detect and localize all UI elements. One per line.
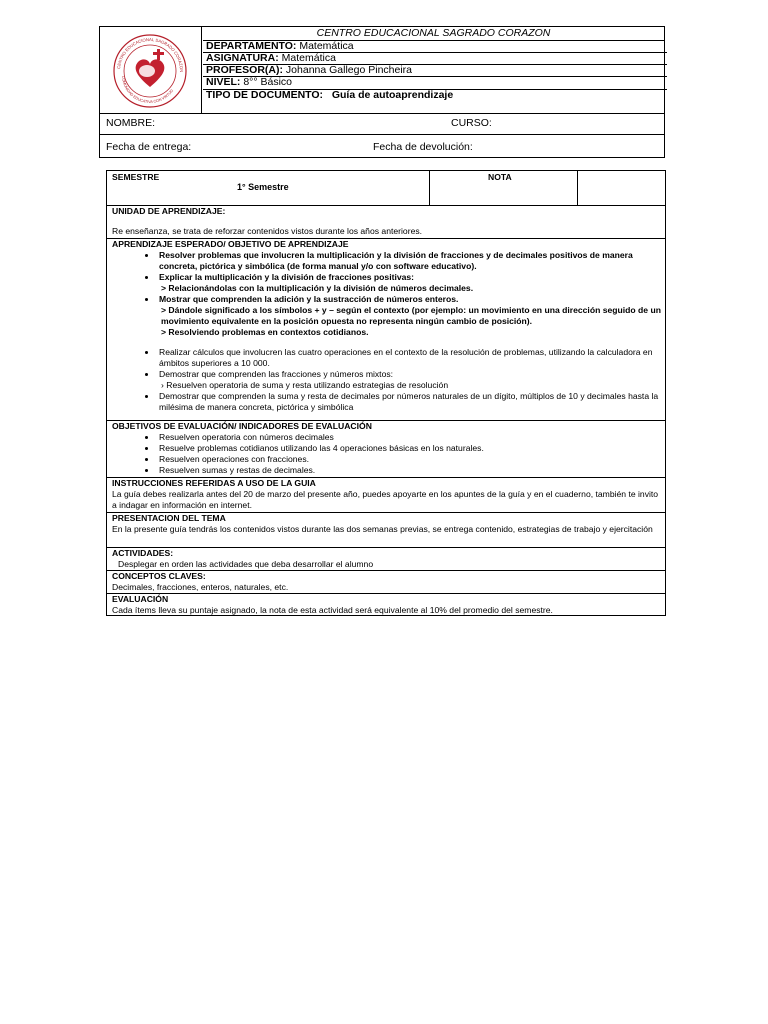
evaluacion-section (107, 593, 665, 617)
profesor-value: Johanna Gallego Pincheira (285, 64, 413, 76)
list-item: • Resuelve problemas cotidianos utilizando las 4 operaciones básicas en los naturales. (157, 443, 665, 454)
fecha-devolucion-label: Fecha de devolución: (373, 141, 473, 153)
logo-cell (99, 26, 202, 114)
logo-text-bottom: COMUNIDAD EDUCATIVA CON VIRTUD (120, 75, 175, 105)
nota-value-cell (577, 171, 578, 205)
aprendizaje-list (112, 294, 665, 305)
presentacion-section (107, 512, 665, 548)
evaluacion-title: EVALUACIÓN (112, 594, 169, 604)
student-info-box (99, 114, 665, 158)
profesor-label: PROFESOR(A): (206, 64, 283, 76)
aprendizaje-sub: > Dándole significado a los símbolos + y – según el contexto (por ejemplo: un movimiento en una dirección seguido de un movimiento equivalente en la posición opuesta no representa ningún cambio de posición). (161, 305, 661, 326)
evaluacion-text: Cada ítems lleva su puntaje asignado, la nota de esta actividad será equivalente al 10% del promedio del semestre. (112, 605, 553, 615)
semestre-value: 1° Semestre (237, 182, 289, 192)
objetivos-list (112, 432, 665, 476)
presentacion-title: PRESENTACION DEL TEMA (112, 513, 226, 523)
aprendizaje-list (112, 250, 665, 283)
aprendizaje-list-2 (112, 347, 665, 380)
logo-text-top: CENTRO EDUCACIONAL SAGRADO CORAZON (116, 36, 185, 73)
objetivos-section (107, 420, 665, 478)
presentacion-text: En la presente guía tendrás los contenidos vistos durante las dos semanas previas, se entrega contenido, estrategias de trabajo y ejercitación (112, 524, 653, 534)
tipo-row (203, 89, 667, 113)
aprendizaje-sub: › Resuelven operatoria de suma y resta utilizando estrategias de resolución (161, 380, 449, 390)
departamento-label: DEPARTAMENTO: (206, 40, 297, 52)
guide-table (106, 170, 666, 616)
nota-cell (429, 171, 578, 205)
nivel-value: 8°° Básico (243, 76, 293, 88)
list-item: • Realizar cálculos que involucren las cuatro operaciones en el contexto de la resolución de problemas, utilizando la calculadora en ámbitos superiores a 10 000. (157, 347, 665, 369)
aprendizaje-list-2 (112, 391, 665, 413)
fecha-entrega-label: Fecha de entrega: (106, 141, 192, 153)
list-item: • Resuelven operatoria con números decimales (157, 432, 665, 443)
conceptos-title: CONCEPTOS CLAVES: (112, 571, 206, 581)
actividades-text: Desplegar en orden las actividades que deba desarrollar el alumno (118, 559, 374, 569)
objetivos-title: OBJETIVOS DE EVALUACIÓN/ INDICADORES DE EVALUACIÓN (112, 421, 372, 431)
unidad-text: Re enseñanza, se trata de reforzar contenidos vistos durante los años anteriores. (112, 226, 423, 236)
aprendizaje-section (107, 238, 665, 421)
unidad-section (107, 205, 665, 239)
actividades-title: ACTIVIDADES: (112, 548, 174, 558)
curso-label: CURSO: (451, 117, 492, 129)
list-item: • Resolver problemas que involucren la multiplicación y la división de fracciones y de decimales positivos de manera concreta, pictórica y simbólica (de forma manual y/o con software educativo). (157, 250, 665, 272)
actividades-section (107, 547, 665, 571)
tipo-label: TIPO DE DOCUMENTO: (206, 89, 324, 101)
instrucciones-section (107, 477, 665, 513)
list-item: • Explicar la multiplicación y la división de fracciones positivas: (157, 272, 665, 283)
departamento-value: Matemática (299, 40, 354, 52)
divider (100, 134, 664, 135)
aprendizaje-title: APRENDIZAJE ESPERADO/ OBJETIVO DE APRENDIZAJE (112, 239, 349, 249)
nivel-label: NIVEL: (206, 76, 241, 88)
conceptos-text: Decimales, fracciones, enteros, naturales, etc. (112, 582, 289, 592)
unidad-title: UNIDAD DE APRENDIZAJE: (112, 206, 226, 216)
list-item: • Resuelven operaciones con fracciones. (157, 454, 665, 465)
instrucciones-title: INSTRUCCIONES REFERIDAS A USO DE LA GUIA (112, 478, 316, 488)
aprendizaje-sub: > Resolviendo problemas en contextos cotidianos. (161, 327, 369, 337)
tipo-value: Guía de autoaprendizaje (331, 89, 454, 101)
asignatura-value: Matemática (281, 52, 336, 64)
asignatura-label: ASIGNATURA: (206, 52, 279, 64)
instrucciones-text: La guía debes realizarla antes del 20 de marzo del presente año, puedes apoyarte en los apuntes de la guía y en el cuaderno, también te invito a indagar en información en internet. (112, 489, 659, 510)
list-item: • Mostrar que comprenden la adición y la sustracción de números enteros. (157, 294, 665, 305)
nombre-label: NOMBRE: (106, 117, 156, 129)
list-item: • Demostrar que comprenden las fracciones y números mixtos: (157, 369, 665, 380)
nota-label: NOTA (488, 172, 512, 182)
conceptos-section (107, 570, 665, 594)
school-logo (100, 27, 200, 113)
list-item: • Resuelven sumas y restas de decimales. (157, 465, 665, 476)
aprendizaje-sub: > Relacionándolas con la multiplicación y la división de números decimales. (161, 283, 474, 293)
list-item: • Demostrar que comprenden la suma y resta de decimales por números naturales de un dígito, múltiplos de 10 y decimales hasta la milésima de manera concreta, pictórica y simbólica (157, 391, 665, 413)
semestre-label: SEMESTRE (112, 172, 160, 182)
school-name: CENTRO EDUCACIONAL SAGRADO CORAZON (203, 27, 664, 41)
nivel-row (203, 76, 667, 90)
semestre-row (107, 171, 665, 205)
